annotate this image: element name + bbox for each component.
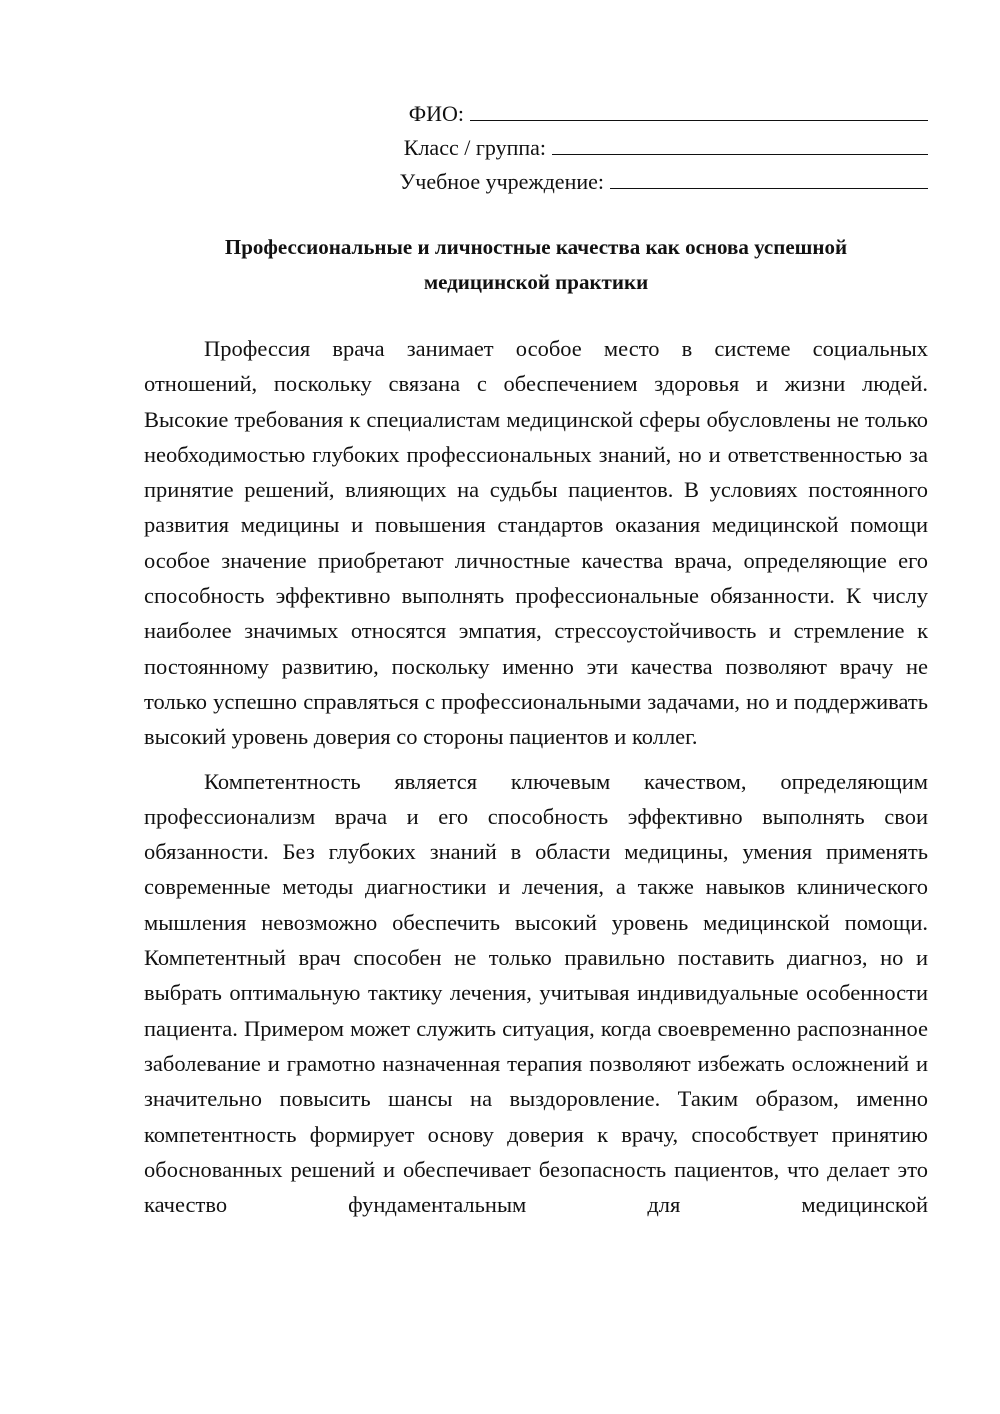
class-field (340, 128, 928, 162)
class-label: Класс / группа: (403, 135, 546, 160)
paragraph-2: Компетентность является ключевым качеством, определяющим профессионализм врача и его способность эффективно выполнять свои обязанности. Без глубоких знаний в области медицины, умения применять современные методы диагностики и лечения, а также навыков клинического мышления невозможно обеспечить высокий уровень медицинской помощи. Компетентный врач способен не только правильно поставить диагноз, но и выбрать оптимальную тактику лечения, учитывая индивидуальные особенности пациента. Примером может служить ситуация, когда своевременно распознанное заболевание и грамотно назначенная терапия позволяют избежать осложнений и значительно повысить шансы на выздоровление. Таким образом, именно компетентность формирует основу доверия к врачу, способствует принятию обоснованных решений и обеспечивает безопасность пациентов, что делает это качество фундаментальным для медицинской (144, 768, 928, 1218)
essay-title (144, 230, 928, 300)
school-blank-line[interactable] (610, 162, 928, 189)
fio-blank-line[interactable] (470, 94, 928, 121)
title-line-1: Профессиональные и личностные качества как основа успешной (224, 235, 848, 259)
title-line-2: медицинской практики (423, 270, 649, 294)
fio-field (340, 94, 928, 128)
class-blank-line[interactable] (552, 128, 928, 155)
essay-body (144, 331, 928, 1222)
paragraph-1: Профессия врача занимает особое место в системе социальных отношений, поскольку связана с обеспечением здоровья и жизни людей. Высокие требования к специалистам медицинской сферы обусловлены не только необходимостью глубоких профессиональных знаний, но и ответственностью за принятие решений, влияющих на судьбы пациентов. В условиях постоянного развития медицины и повышения стандартов оказания медицинской помощи особое значение приобретают личностные качества врача, определяющие его способность эффективно выполнять профессиональные обязанности. К числу наиболее значимых относятся эмпатия, стрессоустойчивость и стремление к постоянному развитию, поскольку именно эти качества позволяют врачу не только успешно справляться с профессиональными задачами, но и поддерживать высокий уровень доверия со стороны пациентов и коллег. (144, 336, 928, 750)
fio-label: ФИО: (408, 101, 464, 126)
school-label: Учебное учреждение: (399, 169, 604, 194)
student-info-fields (340, 94, 928, 196)
school-field (340, 162, 928, 196)
